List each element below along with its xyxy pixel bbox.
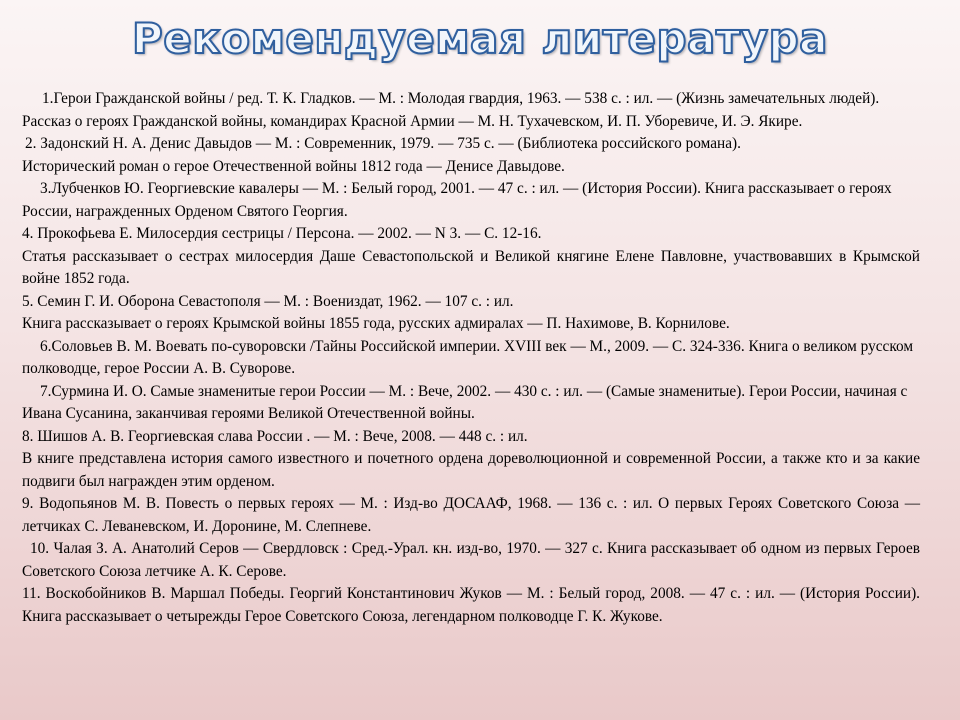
entry-3: 3.Лубченков Ю. Георгиевские кавалеры — М. : Белый город, 2001. — 47 с. : ил. — (История России). Книга рассказывает о героях России, награжденных Орденом Святого Георгия. xyxy=(22,180,892,220)
entry-10: 10. Чалая З. А. Анатолий Серов — Свердловск : Сред.-Урал. кн. изд-во, 1970. — 327 с. Книга рассказывает об одном из первых Героев Советского Союза летчике А. К. Серове. xyxy=(22,540,920,580)
bibliography-list xyxy=(22,88,920,628)
entry-11: 11. Воскобойников В. Маршал Победы. Георгий Константинович Жуков — М. : Белый город, 2008. — 47 с. : ил. — (История России). Книга рассказывает о четырежды Герое Советского Союза, легендарном полководце Г. К. Жукове. xyxy=(22,585,920,625)
entry-7: 7.Сурмина И. О. Самые знаменитые герои России — М. : Вече, 2002. — 430 с. : ил. — (Самые знаменитые). Герои России, начиная с Ивана Сусанина, заканчивая героями Великой Отечественной войны. xyxy=(22,382,908,422)
entry-6: 6.Соловьев В. М. Воевать по-суворовски /Тайны Российской империи. XVIII век — М., 2009. — С. 324-336. Книга о великом русском полководце, герое России А. В. Суворове. xyxy=(22,337,914,377)
slide-title: Рекомендуемая литература xyxy=(131,14,829,63)
entry-4-description: Статья рассказывает о сестрах милосердия Даше Севастопольской и Великой княгине Елене Павловне, участвовавших в Крымской войне 1852 года. xyxy=(22,247,920,287)
entry-8-description: В книге представлена история самого известного и почетного ордена дореволюционной и современной России, а также кто и за какие подвиги был награжден этим орденом. xyxy=(22,450,920,490)
entry-2: 2. Задонский Н. А. Денис Давыдов — М. : Современник, 1979. — 735 с. — (Библиотека российского романа). xyxy=(25,135,741,152)
entry-1-description: Рассказ о героях Гражданской войны, командирах Красной Армии — М. Н. Тухачевском, И. П. Уборевиче, И. Э. Якире. xyxy=(22,112,803,130)
entry-8: 8. Шишов А. В. Георгиевская слава России . — М. : Вече, 2008. — 448 с. : ил. xyxy=(22,427,528,445)
entry-1: 1.Герои Гражданской войны / ред. Т. К. Гладков. — М. : Молодая гвардия, 1963. — 538 с. : ил. — (Жизнь замечательных людей). xyxy=(42,90,880,107)
entry-2-description: Исторический роман о герое Отечественной войны 1812 года — Денисе Давыдове. xyxy=(22,157,565,175)
entry-4: 4. Прокофьева Е. Милосердия сестрицы / Персона. — 2002. — N 3. — С. 12-16. xyxy=(22,225,542,242)
entry-9: 9. Водопьянов М. В. Повесть о первых героях — М. : Изд-во ДОСААФ, 1968. — 136 с. : ил. О первых Героях Советского Союза — летчиках С. Леваневском, И. Доронине, М. Слепневе. xyxy=(22,495,920,535)
entry-5: 5. Семин Г. И. Оборона Севастополя — М. : Воениздат, 1962. — 107 с. : ил. xyxy=(22,292,514,310)
entry-5-description: Книга рассказывает о героях Крымской войны 1855 года, русских адмиралах — П. Нахимове, В. Корнилове. xyxy=(22,315,730,332)
